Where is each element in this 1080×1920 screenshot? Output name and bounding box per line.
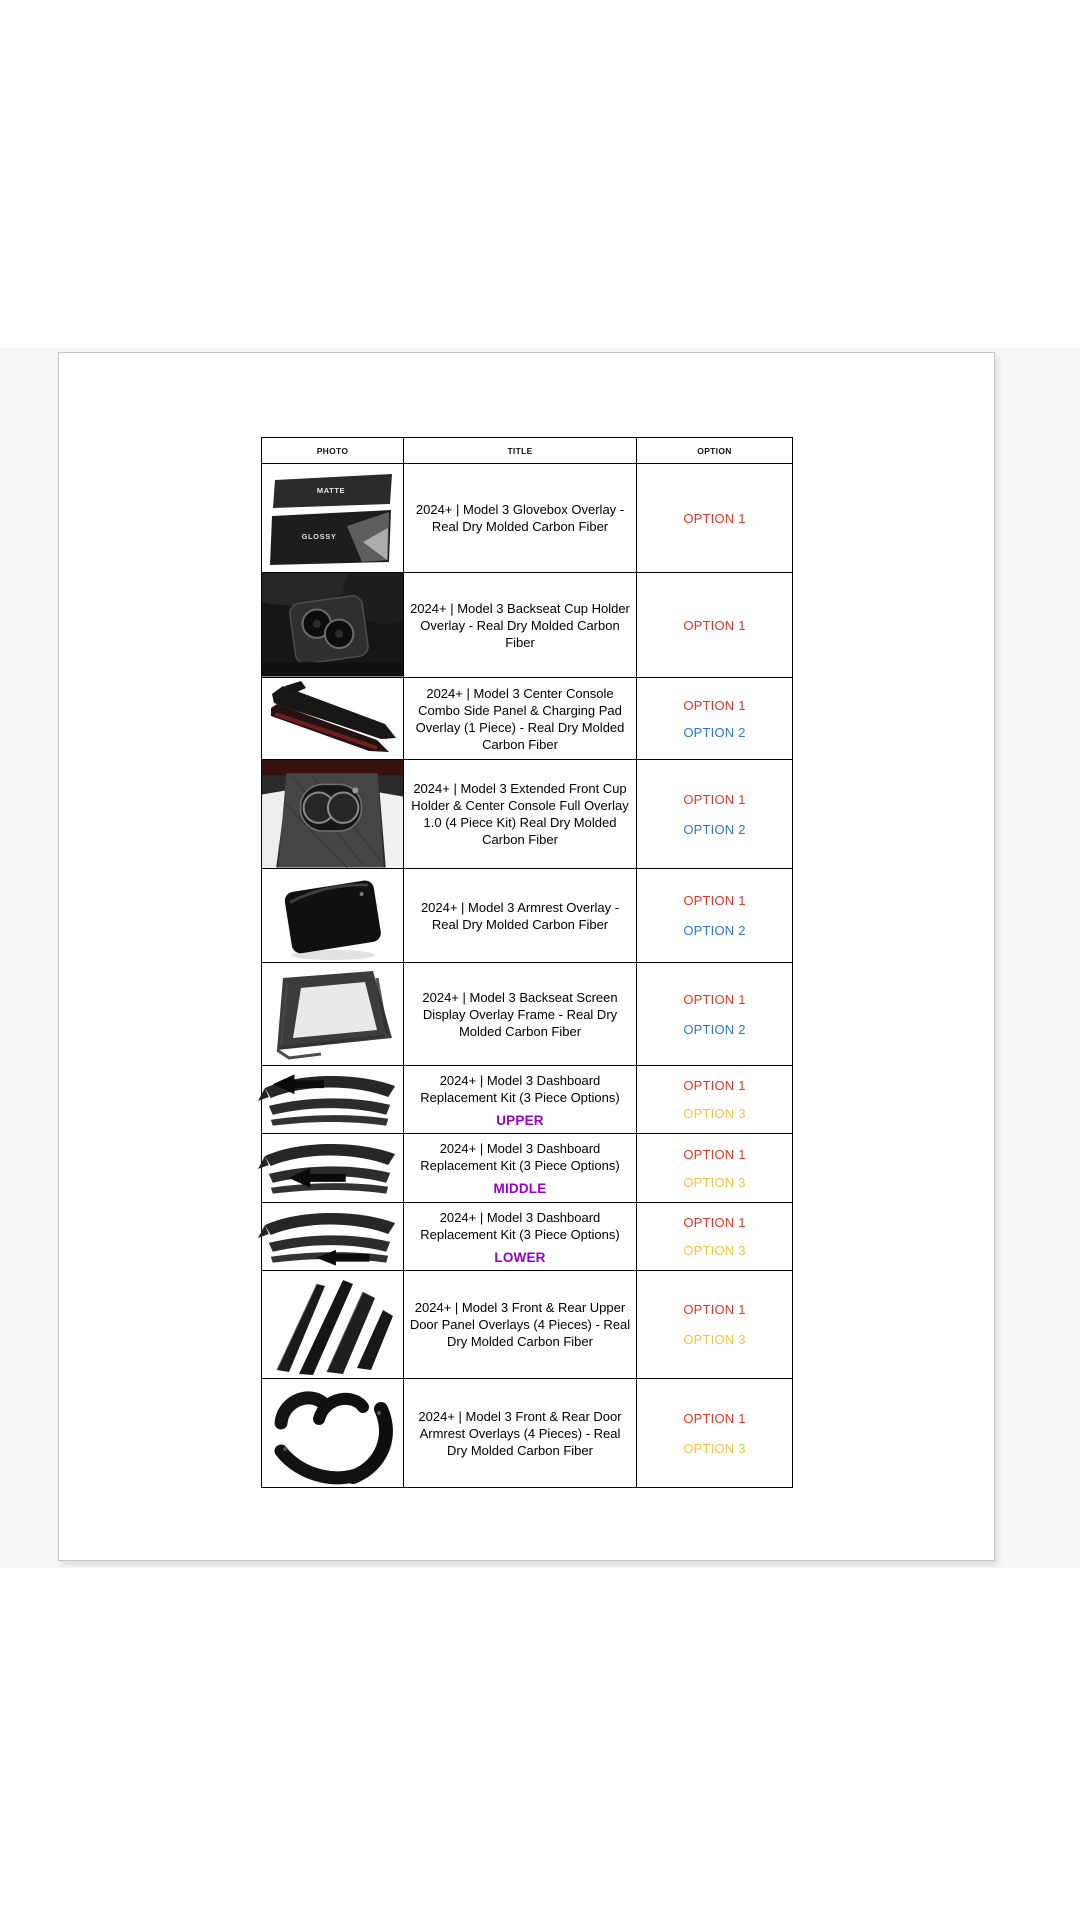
- option-cell: [637, 464, 793, 573]
- table-row: [262, 760, 793, 869]
- option-cell: [637, 1066, 793, 1134]
- option-3-label: OPTION 3: [683, 1106, 746, 1121]
- armrest-overlay-photo: [265, 870, 400, 962]
- option-cell: [637, 1134, 793, 1203]
- variant-label: LOWER: [494, 1249, 546, 1265]
- title-cell: [404, 1203, 637, 1271]
- variant-label: UPPER: [496, 1112, 544, 1128]
- option-2-label: OPTION 2: [683, 923, 746, 938]
- title-cell: [404, 573, 637, 678]
- dashboard-kit-lower-photo: [255, 1205, 403, 1269]
- table-row: [262, 464, 793, 573]
- column-header-option: OPTION: [637, 438, 793, 464]
- extended-front-cup-holder-photo: [262, 760, 403, 868]
- product-title: 2024+ | Model 3 Dashboard Replacement Kit (3 Piece Options): [420, 1141, 620, 1173]
- photo-cell: [262, 963, 404, 1066]
- photo-cell: [262, 1271, 404, 1379]
- option-1-label: OPTION 1: [683, 1302, 746, 1317]
- photo-label-glossy: GLOSSY: [301, 532, 337, 541]
- option-1-label: OPTION 1: [683, 617, 746, 633]
- option-2-label: OPTION 2: [683, 821, 746, 837]
- photo-cell: [262, 1203, 404, 1271]
- title-cell: [404, 1066, 637, 1134]
- option-cell: [637, 573, 793, 678]
- title-cell: [404, 1379, 637, 1488]
- product-title: 2024+ | Model 3 Backseat Screen Display Overlay Frame - Real Dry Molded Carbon Fiber: [422, 989, 618, 1039]
- title-cell: [404, 1271, 637, 1379]
- option-3-label: OPTION 3: [683, 1174, 746, 1190]
- product-title: 2024+ | Model 3 Armrest Overlay - Real Dry Molded Carbon Fiber: [420, 899, 620, 932]
- photo-label-matte: MATTE: [316, 486, 346, 495]
- title-cell: [404, 1134, 637, 1203]
- table-row: [262, 573, 793, 678]
- column-header-photo: PHOTO: [262, 438, 404, 464]
- dashboard-kit-middle-photo: [255, 1136, 403, 1200]
- table-row: [262, 963, 793, 1066]
- product-title: 2024+ | Model 3 Front & Rear Upper Door Panel Overlays (4 Pieces) - Real Dry Molded Carbon Fiber: [409, 1300, 631, 1349]
- option-2-label: OPTION 2: [683, 1021, 746, 1037]
- dashboard-kit-upper-photo: [255, 1068, 403, 1132]
- product-title: 2024+ | Model 3 Glovebox Overlay - Real Dry Molded Carbon Fiber: [415, 502, 625, 534]
- title-cell: [404, 464, 637, 573]
- table-row: [262, 678, 793, 760]
- photo-cell: [262, 464, 404, 573]
- option-1-label: OPTION 1: [683, 893, 746, 908]
- photo-cell: [262, 1066, 404, 1134]
- backseat-screen-frame-photo: [265, 964, 400, 1064]
- product-title: 2024+ | Model 3 Dashboard Replacement Kit (3 Piece Options): [420, 1072, 620, 1105]
- product-title: 2024+ | Model 3 Center Console Combo Side Panel & Charging Pad Overlay (1 Piece) - Real Dry Molded Carbon Fiber: [415, 685, 625, 752]
- option-cell: [637, 1271, 793, 1379]
- product-title: 2024+ | Model 3 Front & Rear Door Armrest Overlays (4 Pieces) - Real Dry Molded Carbon Fiber: [418, 1408, 622, 1458]
- option-1-label: OPTION 1: [683, 1410, 746, 1426]
- door-armrest-overlays-photo: [265, 1379, 400, 1487]
- option-cell: [637, 678, 793, 760]
- product-title: 2024+ | Model 3 Dashboard Replacement Kit (3 Piece Options): [420, 1209, 620, 1242]
- title-cell: [404, 760, 637, 869]
- product-title: 2024+ | Model 3 Extended Front Cup Holder & Center Console Full Overlay 1.0 (4 Piece Kit) Real Dry Molded Carbon Fiber: [411, 781, 629, 847]
- table-row: [262, 1379, 793, 1488]
- column-header-title: TITLE: [404, 438, 637, 464]
- option-2-label: OPTION 2: [683, 724, 746, 740]
- table-row: [262, 1066, 793, 1134]
- photo-cell: [262, 760, 404, 869]
- door-panel-overlays-photo: [265, 1272, 400, 1377]
- photo-cell: [262, 678, 404, 760]
- option-cell: [637, 1379, 793, 1488]
- option-cell: [637, 1203, 793, 1271]
- arrow-left-icon: [316, 1249, 369, 1265]
- photo-cell: [262, 869, 404, 963]
- table-row: [262, 1203, 793, 1271]
- variant-label: MIDDLE: [493, 1181, 547, 1196]
- option-cell: [637, 963, 793, 1066]
- option-1-label: OPTION 1: [683, 697, 746, 713]
- backseat-cup-holder-photo: [262, 573, 403, 676]
- photo-cell: [262, 1379, 404, 1488]
- title-cell: [404, 963, 637, 1066]
- option-cell: [637, 760, 793, 869]
- option-1-label: OPTION 1: [683, 791, 746, 807]
- option-1-label: OPTION 1: [683, 1078, 746, 1093]
- table-row: [262, 1271, 793, 1379]
- glovebox-overlay-photo: [265, 468, 400, 568]
- option-1-label: OPTION 1: [683, 1215, 746, 1230]
- center-console-side-panel-photo: [265, 678, 400, 759]
- option-1-label: OPTION 1: [683, 510, 746, 526]
- title-cell: [404, 678, 637, 760]
- option-3-label: OPTION 3: [683, 1243, 746, 1258]
- option-cell: [637, 869, 793, 963]
- photo-cell: [262, 1134, 404, 1203]
- option-1-label: OPTION 1: [683, 1146, 746, 1162]
- products-table: [261, 437, 793, 1488]
- product-title: 2024+ | Model 3 Backseat Cup Holder Overlay - Real Dry Molded Carbon Fiber: [410, 600, 630, 650]
- table-row: [262, 1134, 793, 1203]
- photo-cell: [262, 573, 404, 678]
- option-1-label: OPTION 1: [683, 991, 746, 1007]
- table-header-row: [262, 438, 793, 464]
- document-page: [58, 352, 995, 1561]
- table-row: [262, 869, 793, 963]
- title-cell: [404, 869, 637, 963]
- option-3-label: OPTION 3: [683, 1332, 746, 1347]
- option-3-label: OPTION 3: [683, 1440, 746, 1456]
